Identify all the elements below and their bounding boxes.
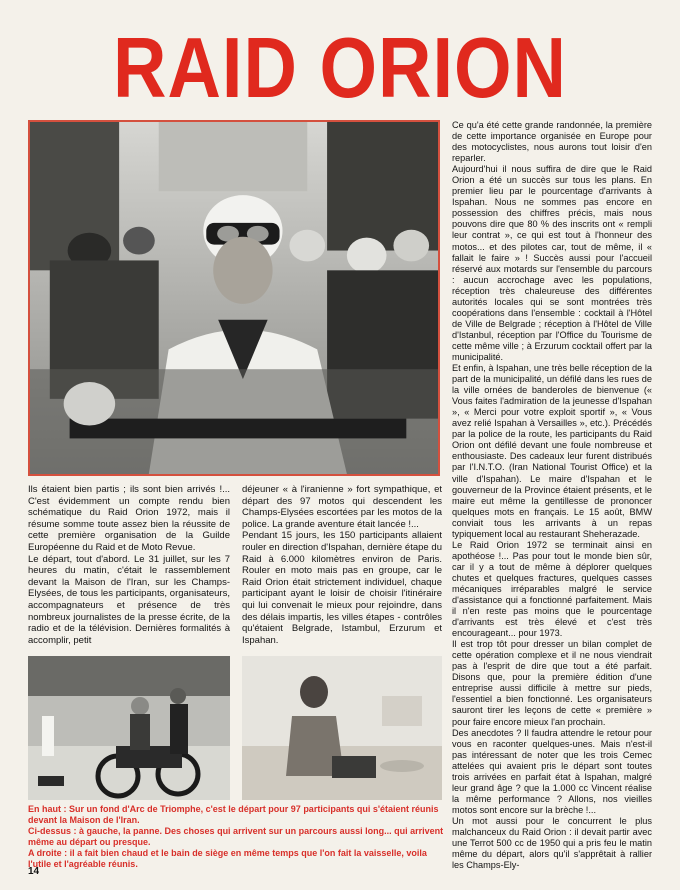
paragraph: Il est trop tôt pour dresser un bilan complet de cette opération complexe et il ne nous viendrait pas à l'esprit de dire que tout a été parfait. Disons que, pour la première édition d'une entreprise aussi difficile à mettre sur pieds, l'essentiel a bien fonctionné. Les organisateurs sauront tirer les leçons de cette « première » pour faire encore mieux l'an prochain. — [452, 639, 652, 727]
paragraph: déjeuner « à l'iranienne » fort sympathique, et départ des 97 motos qui descendent les Champs-Elysées escortées par les motos de la police. La grande aventure était lancée !... — [242, 484, 442, 530]
page-title: RAID ORION — [113, 19, 567, 116]
photo-departure-arc-de-triomphe — [28, 120, 440, 476]
article-column-3 — [452, 120, 652, 871]
paragraph: Pendant 15 jours, les 150 participants allaient rouler en direction d'Ispahan, dernière étape du Raid à 6.000 kilomètres environ de Paris. Rouler en moto mais pas en groupe, car le Raid Orion était strictement individuel, chaque participant ayant le loisir de choisir l'itinéraire qui lui convenait le mieux pour rejoindre, dans des délais impartis, les villes étapes - contrôles qu'étaient Belgrade, Istambul, Erzurum et Ispahan. — [242, 530, 442, 646]
article-column-2 — [242, 484, 442, 646]
paragraph: Un mot aussi pour le concurrent le plus malchanceux du Raid Orion : il devait partir avec une Terrot 500 cc de 1950 qui a pris feu le matin même du départ, alors qu'il s'apprêtait à rallier les Champs-Ely- — [452, 815, 652, 871]
paragraph: Et enfin, à Ispahan, une très belle réception de la part de la municipalité, un défilé dans les rues de la ville ornées de banderoles de bienvenue (« Vous faites l'admiration de la jeunesse d'Ispahan », « Merci pour votre exploit sportif », « Vous avez relié Ispahan à Versailles », etc.). Précédés par la police de la route, les participants du Raid Orion ont défilé devant une foule nombreuse et enthousiaste. Des cadeaux leur furent distribués par l'I.N.T.O. (Iran National Tourist Office) et la ville d'Ispahan). Le maire d'Ispahan et le gouverneur de la Province étaient présents, et le maire eut même la gentillesse de prononcer quelques mots en français. Le 15 août, BMW conviait tous les arrivants à un repas typiquement local au restaurant Sheherazade. — [452, 363, 652, 539]
paragraph: Ce qu'a été cette grande randonnée, la première de cette importance organisée en Europe pour des motocyclistes, nous aurons tout loisir d'en reparler. — [452, 120, 652, 164]
paragraph: Le départ, tout d'abord. Le 31 juillet, sur les 7 heures du matin, c'était le rassemblement devant la Maison de l'Iran, sur les Champs-Elysées, de tous les participants, organisateurs, accompagnateurs et présence de très nombreux journalistes de la presse écrite, de la radio et de la télévision. Dernières formalités à accomplir, petit — [28, 553, 230, 646]
photo-motorcycle-breakdown — [28, 656, 230, 800]
caption-left: Ci-dessus : à gauche, la panne. Des choses qui arrivent sur un parcours aussi long... qui arrivent même au départ ou presque. — [28, 826, 444, 847]
photo-woman-seat-repair — [242, 656, 442, 800]
paragraph: Des anecdotes ? Il faudra attendre le retour pour vous en raconter quelques-unes. Mais n'est-il pas intéressant de noter que les trois Cemec attelées qui avaient pris le départ sont toutes trois arrivées en parfait état à Ispahan, malgré leur grand âge ? que la 1.000 cc Vincent réalise la même performance ? Allons, nos vieilles motos sont encore sur la brèche !... — [452, 727, 652, 815]
caption-top: En haut : Sur un fond d'Arc de Triomphe, c'est le départ pour 97 participants qui s'étaient réunis devant la Maison de l'Iran. — [28, 804, 439, 825]
paragraph: Ils étaient bien partis ; ils sont bien arrivés !... C'est évidemment un compte rendu bien schématique du Raid Orion 1972, mais il résume somme toute assez bien la réussite de cette première organisation de la Guilde Européenne du Raid et de Moto Revue. — [28, 484, 230, 553]
photo-captions — [28, 804, 446, 870]
paragraph: Aujourd'hui il nous suffira de dire que le Raid Orion a été un succès sur tous les plans. En premier lieu par le pourcentage d'arrivants à Ispahan. Nous ne sommes pas encore en possession des chiffres précis, mais nous pouvons dire que 80 % des inscrits ont « rempli leur contrat », ce qui est tout à l'honneur des motos... et des pilotes car, tout de même, il « fallait le faire » ! Succès aussi pour l'accueil réservé aux motards sur l'ensemble du parcours : aucun accrochage avec les populations, réception très chaleureuse des différentes autorités locales qui se sont montrées très coopérations dans l'ensemble : cocktail à l'Hôtel de Ville de Belgrade ; réception à l'Hôtel de Ville d'Istanbul, réception par l'Office du Tourisme de cette même ville ; à Erzurum cocktail offert par la municipalité. — [452, 164, 652, 362]
paragraph: Le Raid Orion 1972 se terminait ainsi en apothéose !... Pas pour tout le monde bien sûr, car il y a tout de même à déplorer quelques chutes et quelques fractures, quelques casses mécaniques irréparables malgré le service d'assistance qui a fonctionné parfaitement. Mais il n'en reste pas moins que le pourcentage d'arrivants est très élevé et c'est très encourageant... pour 1973. — [452, 539, 652, 639]
article-column-1 — [28, 484, 230, 646]
caption-right: A droite : il a fait bien chaud et le bain de siège en même temps que l'on fait la vaisselle, voila l'utile et l'agréable réunis. — [28, 848, 427, 869]
page-number: 14 — [28, 866, 40, 877]
